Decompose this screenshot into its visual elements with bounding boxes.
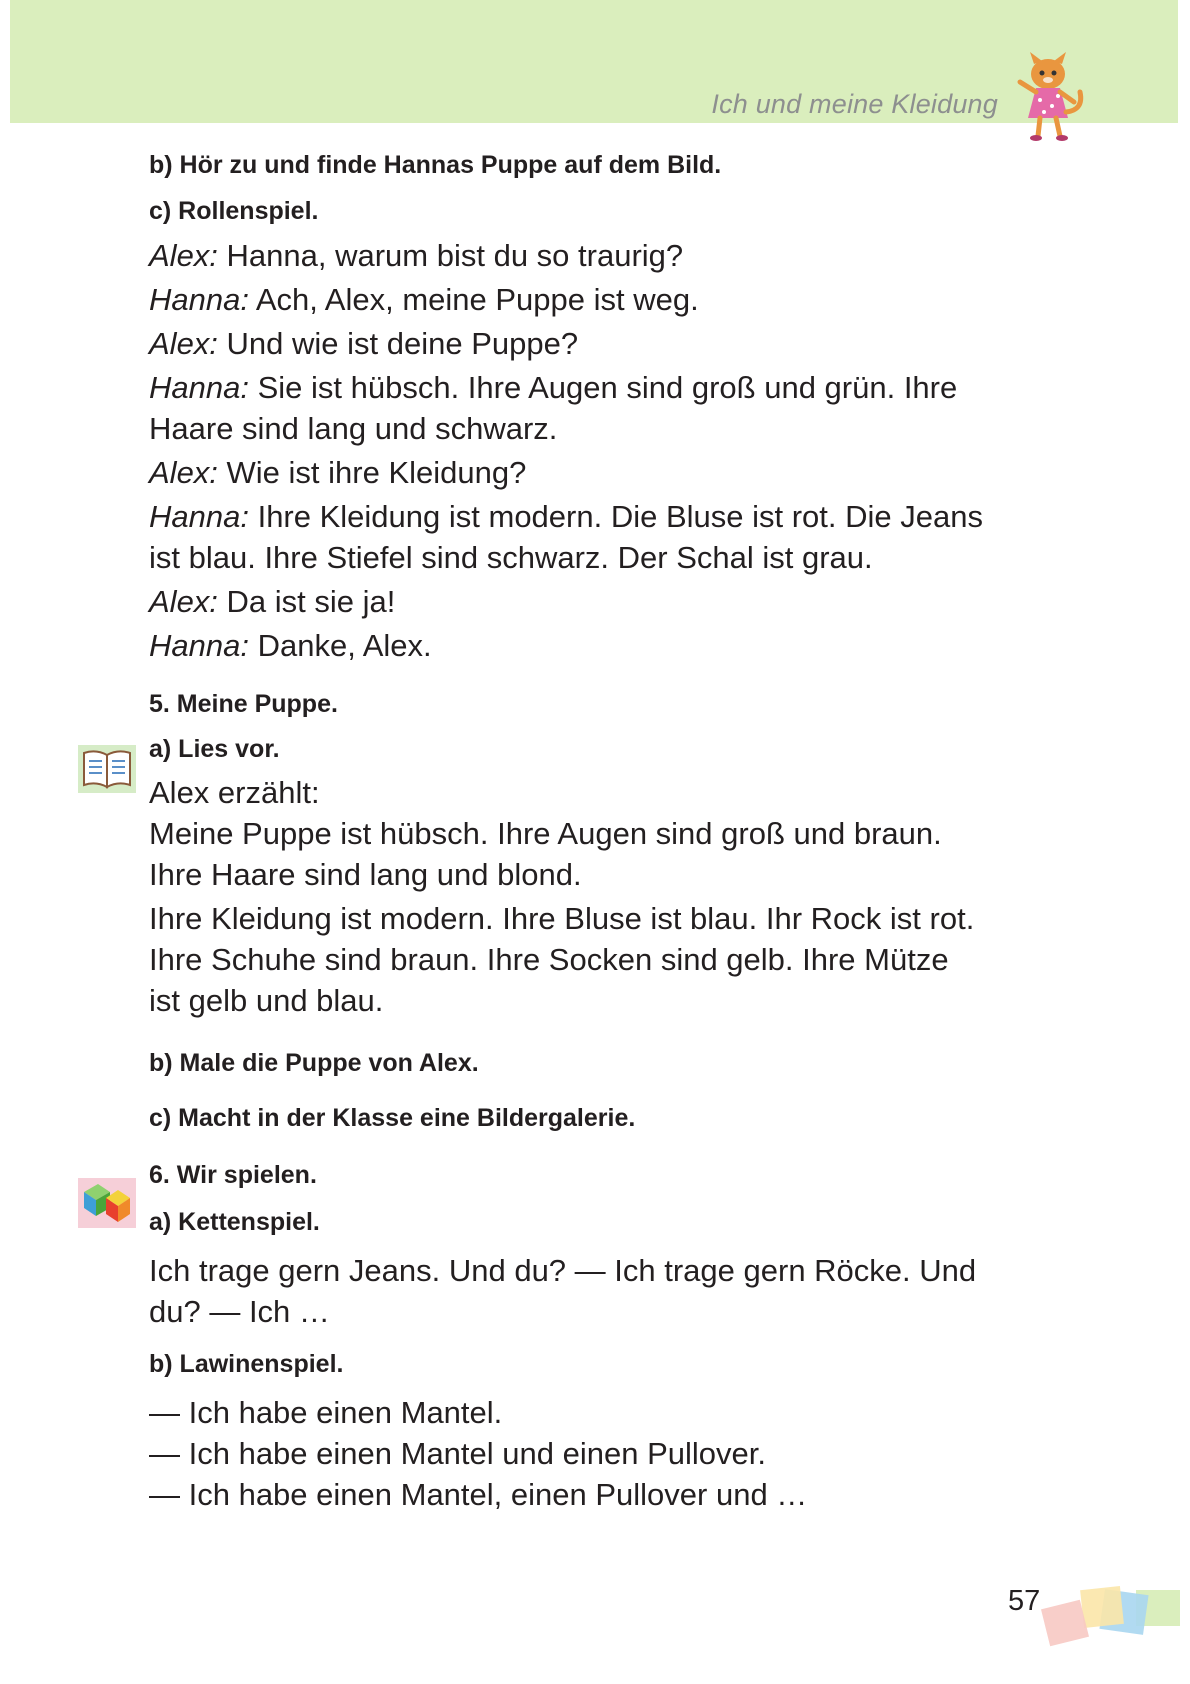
page-content (149, 150, 1049, 1515)
text-line: Ich trage gern Jeans. Und du? — Ich trage gern Röcke. Und (149, 1253, 977, 1288)
cat-in-dress-icon (1008, 52, 1088, 144)
corner-decoration (1040, 1578, 1180, 1658)
dice-cubes-icon (78, 1178, 136, 1228)
dialogue-line: Hanna: Sie ist hübsch. Ihre Augen sind groß und grün. Ihre (149, 370, 958, 405)
dialogue-line: Hanna: Ach, Alex, meine Puppe ist weg. (149, 282, 699, 317)
task-6b-text (149, 1392, 1049, 1515)
dialogue-line: Alex: Wie ist ihre Kleidung? (149, 455, 527, 490)
dialogue (149, 235, 1049, 666)
task-5-text (149, 772, 1049, 1021)
text-line: Alex erzählt: (149, 775, 320, 810)
dialogue-line: Alex: Hanna, warum bist du so traurig? (149, 238, 684, 273)
text-line: ist gelb und blau. (149, 983, 384, 1018)
task-6a-text (149, 1250, 1049, 1332)
header-band (10, 0, 1178, 123)
dialogue-line-continuation: Haare sind lang und schwarz. (149, 411, 558, 446)
dialogue-line-continuation: ist blau. Ihre Stiefel sind schwarz. Der Schal ist grau. (149, 540, 873, 575)
open-book-icon (78, 745, 136, 793)
task-5b-instruction: b) Male die Puppe von Alex. (149, 1049, 479, 1077)
text-line: — Ich habe einen Mantel, einen Pullover und … (149, 1477, 808, 1512)
task-4c-instruction: c) Rollenspiel. (149, 197, 319, 225)
task-6a-instruction: a) Kettenspiel. (149, 1208, 320, 1236)
text-line: Ihre Kleidung ist modern. Ihre Bluse ist blau. Ihr Rock ist rot. (149, 901, 975, 936)
dialogue-line: Hanna: Danke, Alex. (149, 628, 432, 663)
text-line: Meine Puppe ist hübsch. Ihre Augen sind groß und braun. (149, 816, 942, 851)
text-line: Ihre Schuhe sind braun. Ihre Socken sind gelb. Ihre Mütze (149, 942, 949, 977)
task-6-title: 6. Wir spielen. (149, 1161, 317, 1189)
dialogue-line: Alex: Da ist sie ja! (149, 584, 396, 619)
task-6b-instruction: b) Lawinenspiel. (149, 1350, 344, 1378)
task-5c-instruction: c) Macht in der Klasse eine Bildergalerie. (149, 1104, 636, 1132)
text-line: Ihre Haare sind lang und blond. (149, 857, 582, 892)
task-5-title: 5. Meine Puppe. (149, 690, 338, 718)
text-line: — Ich habe einen Mantel. (149, 1395, 503, 1430)
dialogue-line: Alex: Und wie ist deine Puppe? (149, 326, 579, 361)
task-4b-instruction: b) Hör zu und finde Hannas Puppe auf dem Bild. (149, 151, 722, 179)
dialogue-line: Hanna: Ihre Kleidung ist modern. Die Bluse ist rot. Die Jeans (149, 499, 983, 534)
text-line: — Ich habe einen Mantel und einen Pullover. (149, 1436, 766, 1471)
task-5a-instruction: a) Lies vor. (149, 735, 280, 763)
text-line: du? — Ich … (149, 1294, 330, 1329)
chapter-title: Ich und meine Kleidung (711, 89, 998, 119)
page-number: 57 (1008, 1585, 1041, 1617)
